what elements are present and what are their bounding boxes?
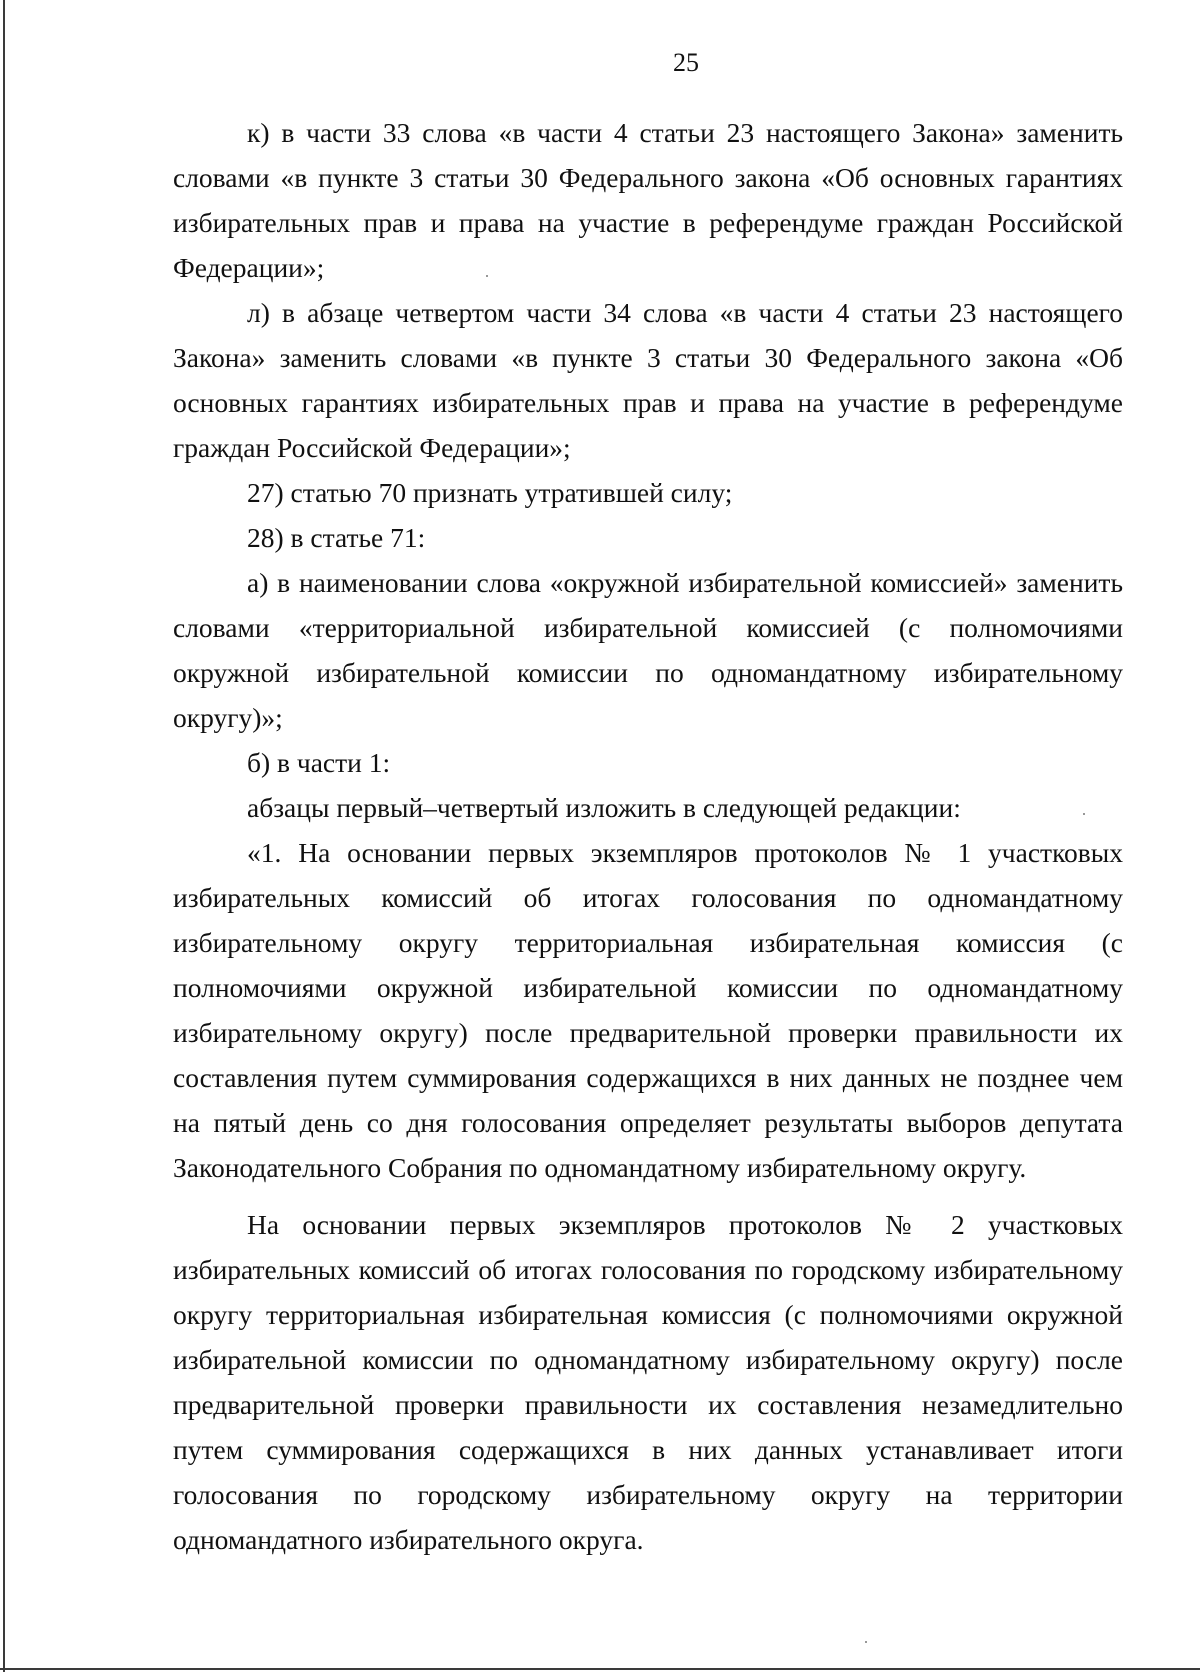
- paragraph-quote-1: «1. На основании первых экземпляров протоколов № 1 участковых избирательных комиссий об итогах голосования по одномандатному избирательному округу территориальная избирательная комиссия (с полномочиями окружной избирательной комиссии по одномандатному избирательному округу) после предварительной проверки правильности их составления путем суммирования содержащихся в них данных не позднее чем на пятый день со дня голосования определяет результаты выборов депутата Законодательного Собрания по одномандатному избирательному округу.: [173, 837, 1123, 1183]
- scan-speck: [865, 1641, 867, 1643]
- paragraph-28: 28) в статье 71:: [247, 522, 426, 553]
- paragraph-b: б) в части 1:: [247, 747, 391, 778]
- page-bottom-edge: [0, 1668, 1200, 1670]
- scan-speck: [486, 275, 488, 277]
- paragraph-l: л) в абзаце четвертом части 34 слова «в части 4 статьи 23 настоящего Закона» заменить словами «в пункте 3 статьи 30 Федерального закона «Об основных гарантиях избирательных прав и права на участие в референдуме граждан Российской Федерации»;: [173, 297, 1123, 463]
- paragraph-27: 27) статью 70 признать утратившей силу;: [247, 477, 733, 508]
- paragraph-quote-2: На основании первых экземпляров протоколов № 2 участковых избирательных комиссий об итогах голосования по городскому избирательному округу территориальная избирательная комиссия (с полномочиями окружной избирательной комиссии по одномандатному избирательному округу) после предварительной проверки правильности их составления незамедлительно путем суммирования содержащихся в них данных устанавливает итоги голосования по городскому избирательному округу на территории одномандатного избирательного округа.: [173, 1209, 1123, 1555]
- paragraph-abzacy: абзацы первый–четвертый изложить в следующей редакции:: [247, 792, 961, 823]
- page-left-edge: [3, 0, 5, 1672]
- paragraph-k: к) в части 33 слова «в части 4 статьи 23 настоящего Закона» заменить словами «в пункте 3 статьи 30 Федерального закона «Об основных гарантиях избирательных прав и права на участие в референдуме граждан Российской Федерации»;: [173, 117, 1123, 283]
- document-body: [173, 110, 1123, 1562]
- paragraph-a: а) в наименовании слова «окружной избирательной комиссией» заменить словами «территориальной избирательной комиссией (с полномочиями окружной избирательной комиссии по одномандатному избирательному округу)»;: [173, 567, 1123, 733]
- page-number: 25: [673, 48, 699, 77]
- scan-speck: [1083, 813, 1085, 815]
